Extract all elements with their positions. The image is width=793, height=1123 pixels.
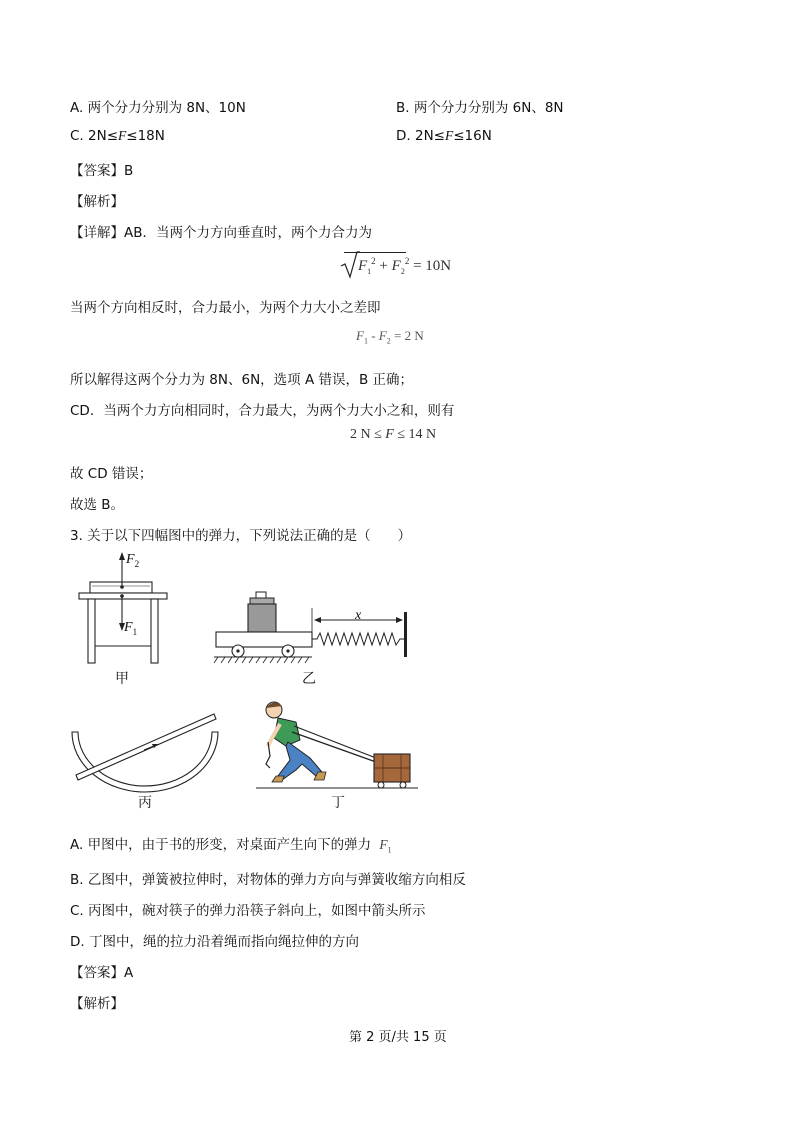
q3-option-a-var-sub: 1: [387, 845, 392, 855]
label-f2-var: F: [126, 552, 135, 567]
q3-answer: [70, 961, 133, 981]
eq3-var: F: [385, 427, 394, 442]
detail-line-3: 所以解得这两个分力为 8N、6N，选项 A 错误，B 正确；: [70, 372, 414, 388]
figure-ding: [252, 698, 422, 792]
option-d-post: ≤16N: [453, 128, 492, 144]
eq2-minus: -: [367, 328, 379, 343]
option-d-var: F: [444, 128, 454, 143]
page-footer: 第 2 页/共 15 页: [349, 1030, 447, 1045]
eq2-sub2: 2: [386, 336, 391, 346]
detail-line-2: 当两个方向相反时，合力最小，为两个力大小之差即: [70, 300, 381, 316]
eq1-rhs: = 10N: [409, 258, 452, 274]
figure-jia: [70, 548, 180, 670]
q2-answer: [70, 159, 133, 179]
wall: [404, 612, 407, 657]
label-f1: [124, 620, 137, 637]
eq3-rhs: ≤ 14 N: [393, 427, 437, 442]
label-x: x: [355, 608, 362, 623]
option-b: B. 两个分力分别为 6N、8N: [396, 100, 564, 116]
equation-1: [358, 256, 451, 276]
eq1-sub2: 2: [400, 267, 405, 276]
cart: [216, 632, 312, 647]
caption-yi: 乙: [302, 671, 316, 687]
q3-option-c: C. 丙图中，碗对筷子的弹力沿筷子斜向上，如图中箭头所示: [70, 903, 426, 919]
eq1-f2: F: [391, 258, 401, 274]
eq2-rhs: = 2 N: [390, 328, 424, 343]
eq2-sub1: 1: [363, 336, 368, 346]
detail-line-5: 故 CD 错误；: [70, 466, 153, 482]
bowl: [72, 732, 218, 792]
q3-answer-value: A: [124, 965, 134, 981]
answer-value: B: [124, 163, 134, 179]
caption-ding: 丁: [331, 795, 345, 811]
q3-option-d: D. 丁图中，绳的拉力沿着绳而指向绳拉伸的方向: [70, 934, 359, 950]
q3-option-a-var: [379, 837, 392, 855]
option-c-var: F: [118, 128, 127, 143]
q2-analysis-label: 【解析】: [70, 194, 124, 210]
label-f1-var: F: [124, 620, 133, 635]
detail-text-1: AB．当两个力方向垂直时，两个力合力为: [124, 225, 372, 241]
caption-bing: 丙: [138, 795, 152, 811]
spring: [312, 633, 404, 645]
figure-bing: [68, 710, 228, 795]
q3-option-a-text: A. 甲图中，由于书的形变，对桌面产生向下的弹力: [70, 837, 372, 853]
eq2-f2: F: [378, 328, 387, 343]
eq1-exp1: 2: [371, 256, 376, 266]
detail-line-1: [70, 221, 372, 241]
rope: [294, 726, 376, 758]
eq2-f1: F: [356, 328, 364, 343]
boy-shirt: [274, 718, 300, 746]
answer-label: 【答案】: [70, 163, 124, 179]
label-f2-sub: 2: [134, 558, 140, 569]
q3-analysis-label: 【解析】: [70, 996, 124, 1012]
q3-stem: 3. 关于以下四幅图中的弹力，下列说法正确的是（ ）: [70, 528, 412, 544]
eq1-sub1: 1: [367, 267, 372, 276]
option-c: [70, 128, 165, 144]
weight-block: [248, 604, 276, 632]
label-f1-sub: 1: [132, 626, 138, 637]
q3-option-a: [70, 833, 392, 855]
q3-option-a-var-letter: F: [379, 837, 388, 852]
detail-label: 【详解】: [70, 225, 124, 241]
sqrt-sign: [340, 250, 360, 280]
eq1-plus: +: [375, 258, 392, 274]
option-c-post: ≤18N: [126, 128, 165, 144]
option-a: A. 两个分力分别为 8N、10N: [70, 100, 246, 116]
equation-2: [356, 328, 424, 346]
figure-yi: [210, 590, 415, 670]
eq3-lhs: 2 N ≤: [350, 427, 386, 442]
label-f2: [126, 552, 139, 569]
eq1-f1: F: [358, 258, 368, 274]
option-c-pre: C. 2N≤: [70, 128, 119, 144]
q3-option-b: B. 乙图中，弹簧被拉伸时，对物体的弹力方向与弹簧收缩方向相反: [70, 872, 466, 888]
sqrt-bar: [344, 252, 406, 253]
option-d: [396, 128, 492, 144]
eq1-exp2: 2: [404, 256, 410, 266]
q3-answer-label: 【答案】: [70, 965, 124, 981]
detail-line-6: 故选 B。: [70, 497, 125, 513]
detail-line-4: CD．当两个力方向相同时，合力最大，为两个力大小之和，则有: [70, 403, 455, 419]
option-d-pre: D. 2N≤: [396, 128, 445, 144]
caption-jia: 甲: [115, 671, 129, 687]
equation-3: [350, 427, 436, 443]
boy-pants: [278, 742, 322, 780]
